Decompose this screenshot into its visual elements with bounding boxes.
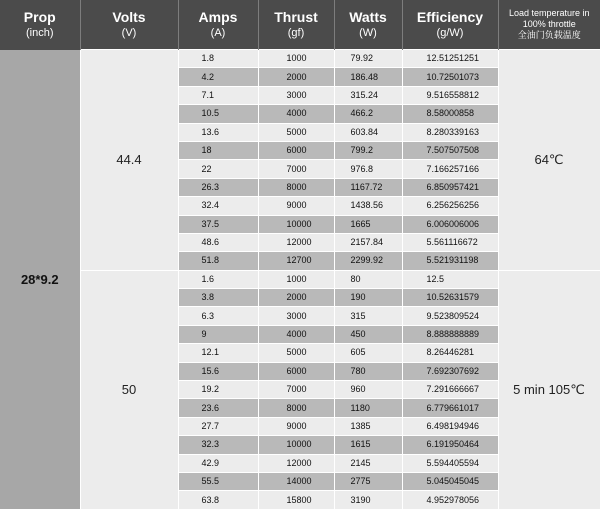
efficiency-cell: 6.006006006 [402, 215, 498, 233]
header-thrust-label: Thrust [274, 9, 318, 26]
efficiency-cell: 6.498194946 [402, 417, 498, 435]
watts-cell: 605 [334, 344, 402, 362]
amps-cell: 55.5 [178, 472, 258, 490]
efficiency-cell: 4.952978056 [402, 491, 498, 509]
watts-cell: 80 [334, 270, 402, 288]
watts-cell: 2157.84 [334, 233, 402, 251]
efficiency-cell: 12.51251251 [402, 50, 498, 68]
thrust-cell: 2000 [258, 289, 334, 307]
header-volts [80, 0, 178, 50]
load-temperature-value: 5 min 105℃ [498, 270, 600, 509]
amps-cell: 15.6 [178, 362, 258, 380]
header-watts-unit: (W) [359, 27, 377, 40]
thrust-cell: 3000 [258, 86, 334, 104]
amps-cell: 32.4 [178, 197, 258, 215]
thrust-cell: 4000 [258, 105, 334, 123]
header-thrust-unit: (gf) [287, 27, 305, 40]
efficiency-cell: 5.521931198 [402, 252, 498, 270]
efficiency-cell: 9.516558812 [402, 86, 498, 104]
thrust-cell: 10000 [258, 215, 334, 233]
watts-cell: 1167.72 [334, 178, 402, 196]
header-load-line3: 全油门负载温度 [517, 29, 581, 40]
amps-cell: 13.6 [178, 123, 258, 141]
watts-cell: 1615 [334, 436, 402, 454]
thrust-cell: 5000 [258, 344, 334, 362]
header-load-line1: Load temperature in [508, 8, 590, 19]
volts-value: 50 [80, 270, 178, 509]
thrust-cell: 3000 [258, 307, 334, 325]
efficiency-cell: 7.166257166 [402, 160, 498, 178]
header-watts-label: Watts [349, 9, 387, 26]
watts-cell: 960 [334, 381, 402, 399]
watts-cell: 603.84 [334, 123, 402, 141]
watts-cell: 186.48 [334, 68, 402, 86]
efficiency-cell: 10.72501073 [402, 68, 498, 86]
thrust-cell: 9000 [258, 417, 334, 435]
header-efficiency-unit: (g/W) [436, 27, 464, 40]
amps-cell: 10.5 [178, 105, 258, 123]
amps-cell: 48.6 [178, 233, 258, 251]
header-load-line2: 100% throttle [522, 19, 576, 30]
watts-cell: 976.8 [334, 160, 402, 178]
efficiency-cell: 7.692307692 [402, 362, 498, 380]
table-header [0, 0, 600, 50]
efficiency-cell: 8.888888889 [402, 325, 498, 343]
header-amps-unit: (A) [210, 27, 226, 40]
efficiency-cell: 6.256256256 [402, 197, 498, 215]
watts-cell: 450 [334, 325, 402, 343]
watts-cell: 799.2 [334, 141, 402, 159]
table-row [0, 50, 600, 68]
watts-cell: 466.2 [334, 105, 402, 123]
thrust-cell: 2000 [258, 68, 334, 86]
efficiency-cell: 5.594405594 [402, 454, 498, 472]
amps-cell: 18 [178, 141, 258, 159]
load-temperature-value: 64℃ [498, 50, 600, 271]
header-amps [178, 0, 258, 50]
thrust-cell: 9000 [258, 197, 334, 215]
header-volts-label: Volts [112, 9, 146, 26]
amps-cell: 37.5 [178, 215, 258, 233]
thrust-cell: 10000 [258, 436, 334, 454]
efficiency-cell: 6.779661017 [402, 399, 498, 417]
header-row [0, 0, 600, 50]
efficiency-cell: 10.52631579 [402, 289, 498, 307]
header-amps-label: Amps [198, 9, 238, 26]
amps-cell: 26.3 [178, 178, 258, 196]
efficiency-cell: 7.507507508 [402, 141, 498, 159]
thrust-cell: 12700 [258, 252, 334, 270]
header-volts-unit: (V) [121, 27, 137, 40]
amps-cell: 32.3 [178, 436, 258, 454]
watts-cell: 1385 [334, 417, 402, 435]
header-efficiency-label: Efficiency [416, 9, 484, 26]
thrust-cell: 14000 [258, 472, 334, 490]
thrust-cell: 6000 [258, 362, 334, 380]
thrust-cell: 8000 [258, 178, 334, 196]
amps-cell: 23.6 [178, 399, 258, 417]
efficiency-cell: 8.26446281 [402, 344, 498, 362]
header-prop-label: Prop [23, 9, 56, 26]
watts-cell: 1438.56 [334, 197, 402, 215]
watts-cell: 315 [334, 307, 402, 325]
header-thrust [258, 0, 334, 50]
amps-cell: 7.1 [178, 86, 258, 104]
amps-cell: 12.1 [178, 344, 258, 362]
thrust-cell: 1000 [258, 270, 334, 288]
thrust-cell: 12000 [258, 454, 334, 472]
thrust-cell: 7000 [258, 381, 334, 399]
thrust-cell: 7000 [258, 160, 334, 178]
thrust-cell: 4000 [258, 325, 334, 343]
header-prop-unit: (inch) [25, 27, 54, 40]
volts-value: 44.4 [80, 50, 178, 271]
thrust-cell: 1000 [258, 50, 334, 68]
efficiency-cell: 12.5 [402, 270, 498, 288]
efficiency-cell: 8.58000858 [402, 105, 498, 123]
watts-cell: 79.92 [334, 50, 402, 68]
amps-cell: 19.2 [178, 381, 258, 399]
thrust-cell: 8000 [258, 399, 334, 417]
efficiency-cell: 5.561116672 [402, 233, 498, 251]
amps-cell: 42.9 [178, 454, 258, 472]
prop-value: 28*9.2 [0, 50, 80, 510]
efficiency-cell: 7.291666667 [402, 381, 498, 399]
amps-cell: 3.8 [178, 289, 258, 307]
efficiency-cell: 9.523809524 [402, 307, 498, 325]
amps-cell: 1.6 [178, 270, 258, 288]
watts-cell: 780 [334, 362, 402, 380]
thrust-cell: 5000 [258, 123, 334, 141]
amps-cell: 51.8 [178, 252, 258, 270]
header-watts [334, 0, 402, 50]
thrust-cell: 12000 [258, 233, 334, 251]
amps-cell: 4.2 [178, 68, 258, 86]
efficiency-cell: 5.045045045 [402, 472, 498, 490]
table-body [0, 50, 600, 510]
amps-cell: 22 [178, 160, 258, 178]
thrust-cell: 15800 [258, 491, 334, 509]
efficiency-cell: 8.280339163 [402, 123, 498, 141]
watts-cell: 2145 [334, 454, 402, 472]
watts-cell: 315.24 [334, 86, 402, 104]
table-row [0, 270, 600, 288]
watts-cell: 2299.92 [334, 252, 402, 270]
header-load-temperature [498, 0, 600, 50]
watts-cell: 1180 [334, 399, 402, 417]
amps-cell: 9 [178, 325, 258, 343]
watts-cell: 3190 [334, 491, 402, 509]
thrust-cell: 6000 [258, 141, 334, 159]
watts-cell: 1665 [334, 215, 402, 233]
amps-cell: 1.8 [178, 50, 258, 68]
header-efficiency [402, 0, 498, 50]
efficiency-cell: 6.191950464 [402, 436, 498, 454]
watts-cell: 2775 [334, 472, 402, 490]
amps-cell: 63.8 [178, 491, 258, 509]
amps-cell: 6.3 [178, 307, 258, 325]
watts-cell: 190 [334, 289, 402, 307]
amps-cell: 27.7 [178, 417, 258, 435]
efficiency-cell: 6.850957421 [402, 178, 498, 196]
header-prop [0, 0, 80, 50]
